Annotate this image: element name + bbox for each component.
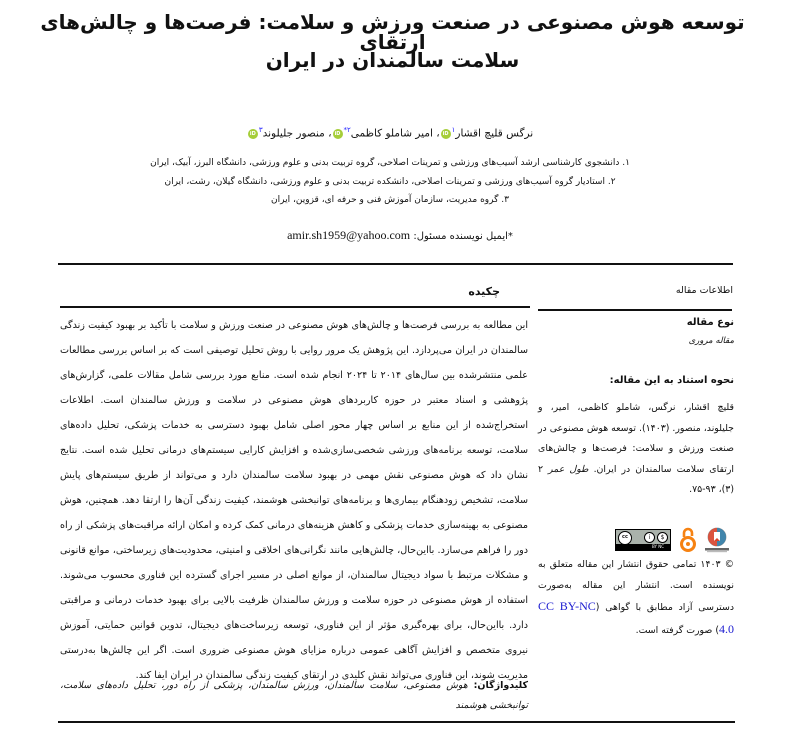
citation-journal: طول عمر (548, 463, 589, 475)
citation-label: نحوه استناد به این مقاله: (609, 375, 734, 386)
abstract-heading: چکیده (468, 285, 500, 298)
affiliation-3: ۳. گروه مدیریت، سازمان آموزش فنی و حرفه ای، قزوین، ایران (271, 195, 509, 205)
article-info-heading: اطلاعات مقاله (675, 285, 733, 296)
bottom-divider (58, 721, 735, 723)
author-name: منصور جلیلوند (262, 127, 325, 140)
article-type-value: مقاله مروری (688, 336, 734, 346)
orcid-icon[interactable]: iD (248, 129, 258, 139)
cc-badge-label: BY NC (616, 544, 670, 550)
license-text: © ۱۴۰۳ تمامی حقوق انتشار این مقاله متعلق به نویسنده است. انتشار این مقاله به‌صورت دسترسی آزاد مطابق با گواهی ( (538, 559, 735, 613)
affiliation-1: ۱. دانشجوی کارشناسی ارشد آسیب‌های ورزشی و تمرینات اصلاحی، گروه تربیت بدنی و علوم ورزشی، دانشگاه البرز، آبیک، ایران (150, 158, 630, 168)
abstract-text: این مطالعه به بررسی فرصت‌ها و چالش‌های هوش مصنوعی در صنعت ورزش و سلامت با تأکید بر بهبود کیفیت زندگی سالمندان در ایران می‌پردازد. این پژوهش یک مرور روایی با روش تحلیل توصیفی است که بر اساس بررسی مطالعات علمی منتشرشده بین سال‌های ۲۰۱۴ تا ۲۰۲۴ انجام شده است. منابع مورد بررسی شامل مقالات علمی، گزارش‌های پژوهشی و اسناد معتبر در حوزه کاربردهای هوش مصنوعی در سلامت و ورزش سالمندان است. اطلاعات استخراج‌شده از این منابع بر اساس چهار محور اصلی شامل بهبود دسترسی به خدمات پزشکی، تحلیل داده‌های سلامت، توسعه برنامه‌های ورزشی شخصی‌سازی‌شده و افزایش کارایی سیستم‌های درمانی تحلیل شده است. نتایج نشان داد که هوش مصنوعی نقش مهمی در بهبود سلامت سالمندان دارد و می‌تواند از طریق سیستم‌های پایش سلامت، تشخیص زودهنگام بیماری‌ها و برنامه‌های توانبخشی هوشمند، کیفیت زندگی آن‌ها را ارتقا دهد. همچنین، هوش مصنوعی به بهینه‌سازی خدمات پزشکی و کاهش هزینه‌های درمانی کمک کرده و امکان ارائه مراقبت‌های پزشکی از راه دور را فراهم می‌سازد. بااین‌حال، چالش‌هایی مانند نگرانی‌های اخلاقی و امنیتی، محدودیت‌های زیرساختی، موانع قانونی و مشکلات مرتبط با سواد دیجیتال سالمندان، از موانع اصلی در مسیر اجرای گسترده این فناوری محسوب می‌شوند. استفاده از هوش مصنوعی در حوزه سلامت و ورزش سالمندان ظرفیت بالایی برای بهبود خدمات درمانی و مراقبتی دارد. بااین‌حال، برای بهره‌گیری مؤثر از این فناوری، توسعه زیرساخت‌های دیجیتال، تدوین قوانین حمایتی، آموزش نیروی متخصص و افزایش آگاهی عمومی درباره مزایای هوش مصنوعی ضروری است. اگر این چالش‌ها به‌درستی مدیریت شوند، این فناوری می‌تواند نقش کلیدی در ارتقای کیفیت زندگی سالمندان در ایران ایفا کند. (60, 320, 528, 681)
orcid-icon[interactable]: iD (441, 129, 451, 139)
license-text-end: ) صورت گرفته است. (635, 624, 719, 636)
open-access-icon[interactable] (679, 527, 697, 553)
attribution-icon: i (644, 532, 655, 543)
cc-by-nc-badge-icon[interactable] (615, 529, 671, 551)
cc-license-link[interactable]: CC BY-NC 4.0 (538, 599, 734, 636)
paper-title-line-2: سلامت سالمندان در ایران (265, 48, 520, 72)
keywords (60, 676, 528, 716)
citation-body: قلیچ اقشار، نرگس، شاملو کاظمی، امیر، و جلیلوند، منصور. (۱۴۰۳). توسعه هوش مصنوعی در صنعت ورزش و سلامت: فرصت‌ها و چالش‌های ارتقای سلامت سالمندان در ایران. (538, 402, 734, 475)
author-name: امیر شاملو کاظمی (350, 127, 433, 140)
corresponding-author (250, 228, 550, 244)
author-affiliation-marker: ۳ (258, 126, 263, 134)
author-list (150, 123, 630, 141)
paper-title-line-1: توسعه هوش مصنوعی در صنعت ورزش و سلامت: فرصت‌ها و چالش‌های ارتقای (40, 10, 745, 54)
license-statement (538, 555, 734, 641)
author-separator: ، (432, 127, 440, 140)
citation-volume: ۲ (۳)، ۹۳-۷۵. (538, 463, 734, 495)
corresponding-email-link[interactable]: amir.sh1959@yahoo.com (287, 228, 411, 242)
author-affiliation-marker: ۲* (343, 126, 351, 134)
affiliation-2: ۲. استادیار گروه آسیب‌های ورزشی و تمرینات اصلاحی، دانشکده تربیت بدنی و علوم ورزشی، دانشگاه گیلان، رشت، ایران (164, 177, 616, 187)
citation-text (538, 398, 734, 501)
top-divider (58, 263, 733, 265)
article-type-label: نوع مقاله (686, 317, 734, 328)
license-badges (615, 527, 733, 553)
author-affiliation-marker: ۱ (451, 126, 456, 134)
cc-icon: cc (618, 531, 632, 545)
author-name: نرگس قلیچ اقشار (455, 127, 534, 140)
keywords-label: کلیدواژگان: (467, 680, 528, 691)
info-heading-divider (538, 309, 732, 311)
noncommercial-icon: $ (657, 532, 668, 543)
orcid-icon[interactable]: iD (333, 129, 343, 139)
crossmark-icon[interactable] (703, 527, 731, 553)
corresponding-label: *ایمیل نویسنده مسئول: (410, 231, 513, 242)
keywords-text: هوش مصنوعی، سلامت سالمندان، ورزش سالمندان، پزشکی از راه دور، تحلیل داده‌های سلامت، توانبخشی هوشمند (60, 680, 528, 711)
author-separator: ، (324, 127, 332, 140)
abstract-heading-divider (60, 306, 530, 308)
